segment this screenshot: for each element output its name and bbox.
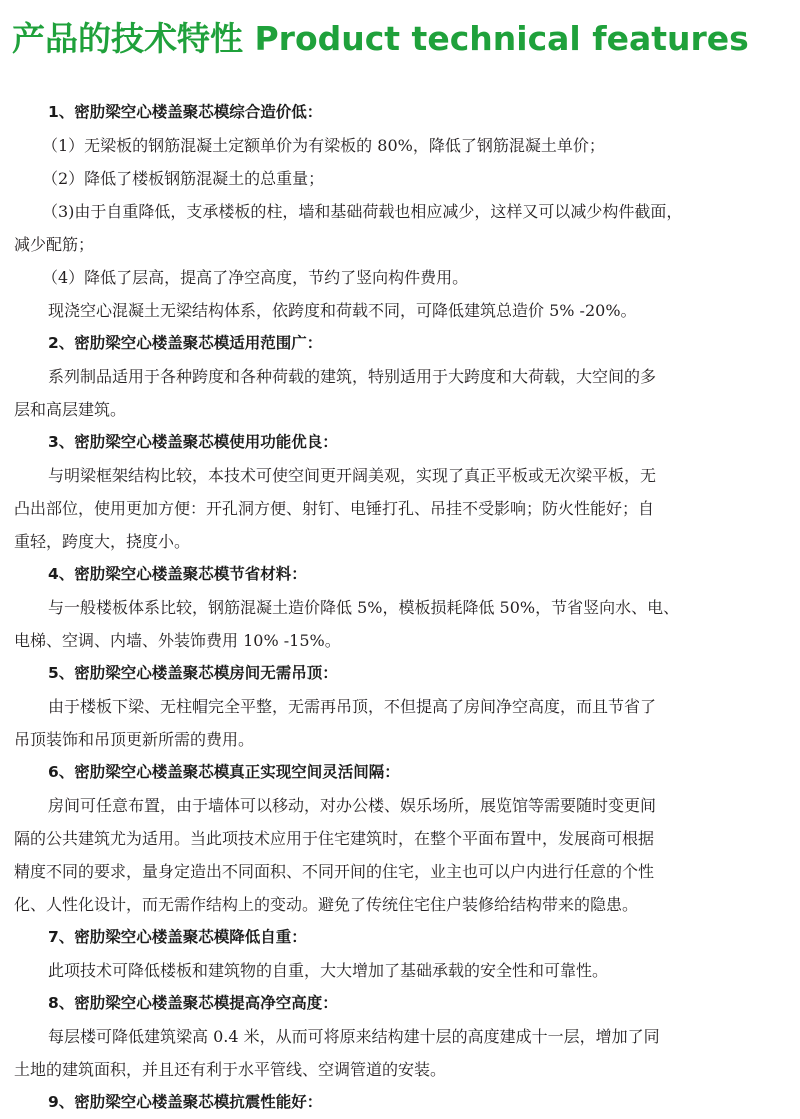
section-6-line-1: 房间可任意布置，由于墙体可以移动，对办公楼、娱乐场所，展览馆等需要随时变更间 [48,796,657,815]
section-6-line-4: 化、人性化设计，而无需作结构上的变动。避免了传统住宅住户装修给结构带来的隐患。 [14,895,639,914]
section-4-line-2: 电梯、空调、内墙、外装饰费用 10% -15%。 [14,631,341,650]
section-3-line-3: 重轻，跨度大，挠度小。 [14,532,191,551]
section-5-line-1: 由于楼板下梁、无柱帽完全平整，无需再吊顶，不但提高了房间净空高度，而且节省了 [48,697,657,716]
section-2-heading: 2、密肋梁空心楼盖聚芯模适用范围广： [48,334,323,352]
section-7-line-1: 此项技术可降低楼板和建筑物的自重，大大增加了基础承载的安全性和可靠性。 [48,961,609,980]
section-1-line-2: （2）降低了楼板钢筋混凝土的总重量； [42,169,325,188]
section-7-heading: 7、密肋梁空心楼盖聚芯模降低自重： [48,928,307,946]
section-6-heading: 6、密肋梁空心楼盖聚芯模真正实现空间灵活间隔： [48,763,400,781]
section-8-heading: 8、密肋梁空心楼盖聚芯模提高净空高度： [48,994,338,1012]
features-content [14,96,792,1119]
section-5-heading: 5、密肋梁空心楼盖聚芯模房间无需吊顶： [48,664,338,682]
section-1-heading: 1、密肋梁空心楼盖聚芯模综合造价低： [48,103,323,121]
section-8-line-2: 土地的建筑面积，并且还有利于水平管线、空调管道的安装。 [14,1060,447,1079]
section-1-line-1: （1）无梁板的钢筋混凝土定额单价为有梁板的 80%，降低了钢筋混凝土单价； [42,136,605,155]
section-3-heading: 3、密肋梁空心楼盖聚芯模使用功能优良： [48,433,338,451]
section-3-line-1: 与明梁框架结构比较，本技术可使空间更开阔美观，实现了真正平板或无次梁平板，无 [48,466,657,485]
section-3-line-2: 凸出部位，使用更加方便：开孔洞方便、射钉、电锤打孔、吊挂不受影响；防火性能好；自 [14,499,655,518]
section-2-line-2: 层和高层建筑。 [14,400,127,419]
section-1-line-6: 现浇空心混凝土无梁结构体系，依跨度和荷载不同，可降低建筑总造价 5% -20%。 [48,301,637,320]
section-4-heading: 4、密肋梁空心楼盖聚芯模节省材料： [48,565,307,583]
section-2-line-1: 系列制品适用于各种跨度和各种荷载的建筑，特别适用于大跨度和大荷载，大空间的多 [48,367,657,386]
section-4-line-1: 与一般楼板体系比较，钢筋混凝土造价降低 5%，模板损耗降低 50%，节省竖向水、电、 [48,598,680,617]
section-5-line-2: 吊顶装饰和吊顶更新所需的费用。 [14,730,255,749]
section-1-line-4: 减少配筋； [14,235,95,254]
section-6-line-3: 精度不同的要求，量身定造出不同面积、不同开间的住宅，业主也可以户内进行任意的个性 [14,862,655,881]
section-1-line-3: （3)由于自重降低，支承楼板的柱，墙和基础荷载也相应减少，这样又可以减少构件截面， [42,202,683,221]
section-1-line-5: （4）降低了层高，提高了净空高度，节约了竖向构件费用。 [42,268,469,287]
page-title: 产品的技术特性 Product technical features [12,19,749,58]
section-6-line-2: 隔的公共建筑尤为适用。当此项技术应用于住宅建筑时，在整个平面布置中，发展商可根据 [14,829,655,848]
section-8-line-1: 每层楼可降低建筑梁高 0.4 米，从而可将原来结构建十层的高度建成十一层，增加了同 [48,1027,660,1046]
section-9-heading: 9、密肋梁空心楼盖聚芯模抗震性能好： [48,1093,323,1111]
